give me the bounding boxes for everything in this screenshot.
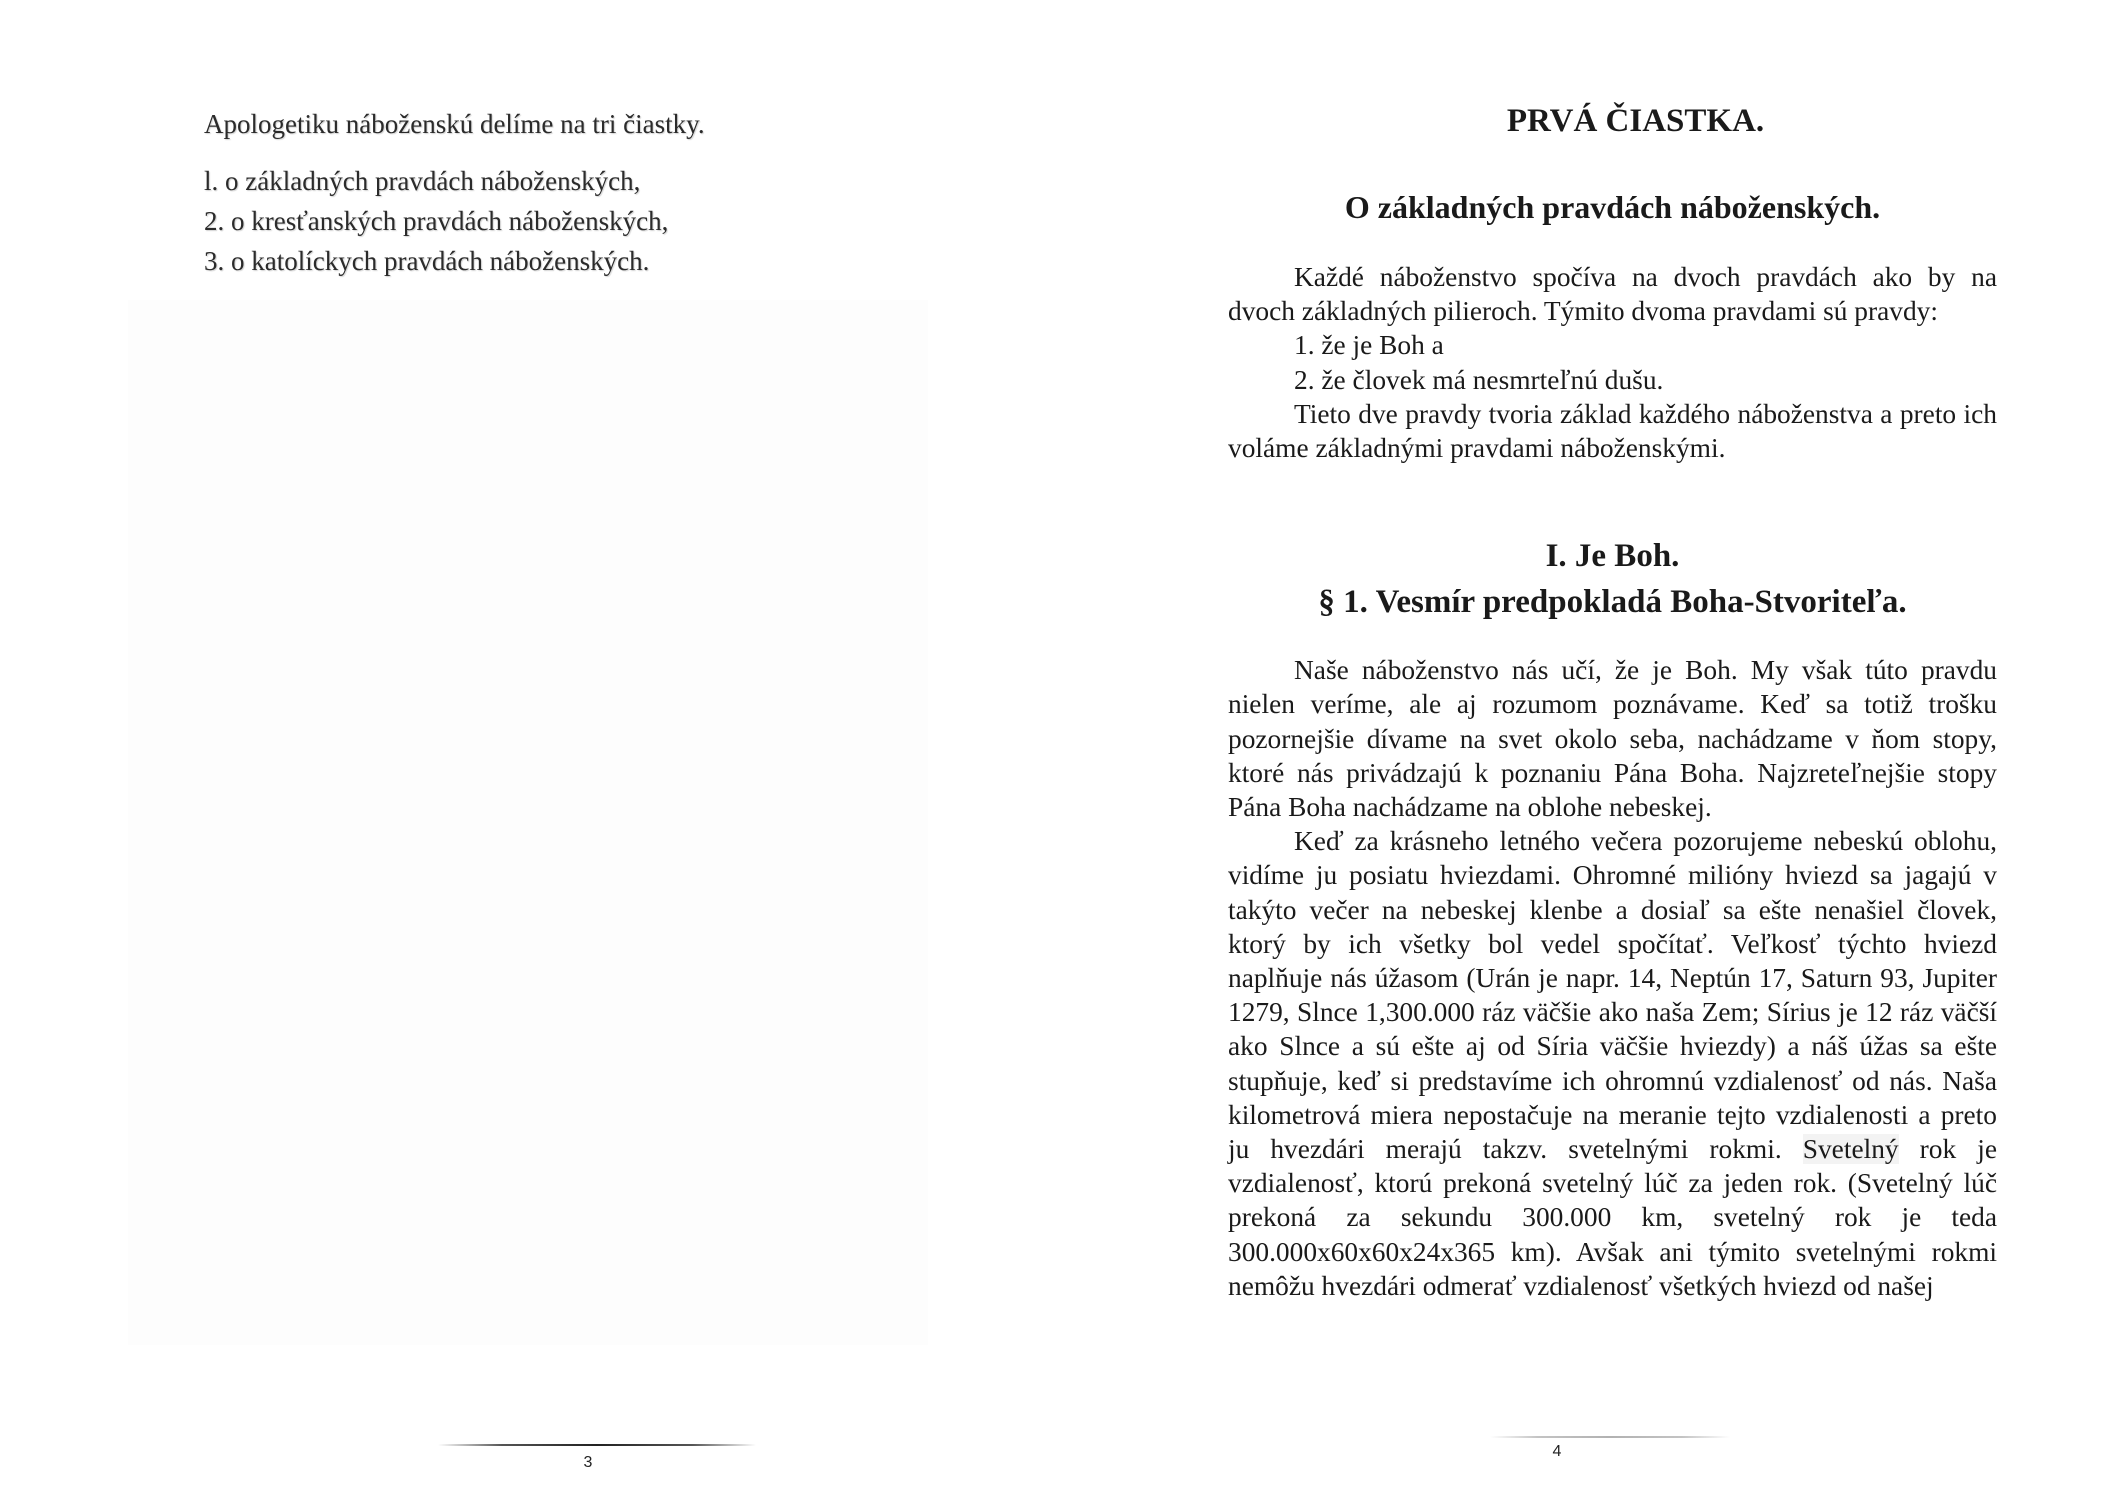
- left-page-content: [204, 104, 924, 281]
- paragraph-text: Keď za krásneho letného večera pozorujeme nebeskú oblohu, vidíme ju posiatu hviezdami. Ohromné milióny hviezd sa jagajú v takýto večer na nebeskej klenbe a dosiaľ sa ešte nenašiel človek, ktorý by ich všetky bol vedel spočítať. Veľkosť týchto hviezd naplňuje nás úžasom (Urán je napr. 14, Neptún 17, Saturn 93, Jupiter 1279, Slnce 1,300.000 ráz väčšie ako naša Zem; Sírius je 12 ráz väčší ako Slnce a sú ešte aj od Síria väčšie hviezdy) a náš úžas sa ešte stupňuje, keď si predstavíme ich ohromnú vzdialenosť od nás. Naša kilometrová miera nepostačuje na meranie tejto vzdialenosti a preto ju hvezdári merajú takzv. svetelnými rokmi.: [1228, 826, 1997, 1165]
- paragraph-text: rok je vzdialenosť, ktorú prekoná svetelný lúč za jeden rok. (Svetelný lúč prekoná za sekundu 300.000 km, svetelný rok je teda 300.000x60x60x24x365 km). Avšak ani týmito svetelnými rokmi nemôžu hvezdári odmerať vzdialenosť všetkých hviezd od našej: [1228, 1134, 1997, 1301]
- section-heading: [1228, 533, 1997, 625]
- right-page: [1061, 0, 2122, 1500]
- part-subtitle: O základných pravdách náboženských.: [1344, 189, 1881, 225]
- list-item: l. o základných pravdách náboženských,: [204, 166, 641, 196]
- list-item: 3. o katolíckych pravdách náboženských.: [204, 246, 650, 276]
- part-title: PRVÁ ČIASTKA.: [1506, 103, 1765, 139]
- list-item: 2. o kresťanských pravdách náboženských,: [204, 206, 669, 236]
- body-paragraph: [1228, 824, 1997, 1303]
- parts-list: [204, 161, 924, 281]
- scan-background: [128, 300, 928, 1345]
- footer-rule: [438, 1444, 756, 1446]
- page-number: 3: [583, 1454, 593, 1471]
- closing-paragraph: Tieto dve pravdy tvoria základ každého náboženstva a preto ich voláme základnými pravdami náboženskými.: [1228, 398, 1997, 464]
- right-page-content: [1228, 96, 1997, 1303]
- section-body: [1228, 653, 1997, 1303]
- footer-rule: [1490, 1436, 1730, 1438]
- intro-paragraph: Každé náboženstvo spočíva na dvoch pravdách ako by na dvoch základných pilieroch. Týmito dvoma pravdami sú pravdy:: [1228, 262, 1997, 327]
- section-title: I. Je Boh.: [1545, 538, 1680, 575]
- intro-section: [1228, 260, 1997, 465]
- left-intro-text: Apologetiku náboženskú delíme na tri čiastky.: [204, 109, 705, 139]
- page-number: 4: [1552, 1443, 1562, 1460]
- truth-item: 1. že je Boh a: [1294, 330, 1444, 361]
- body-paragraph: Naše náboženstvo nás učí, že je Boh. My však túto pravdu nielen veríme, ale aj rozumom poznávame. Keď sa totiž trošku pozornejšie dívame na svet okolo seba, nachádzame v ňom stopy, ktoré nás privádzajú k poznaniu Pána Boha. Najzreteľnejšie stopy Pána Boha nachádzame na oblohe nebeskej.: [1228, 655, 1997, 823]
- section-subtitle: § 1. Vesmír predpokladá Boha-Stvoriteľa.: [1318, 584, 1907, 621]
- truth-item: 2. že človek má nesmrteľnú dušu.: [1294, 364, 1664, 395]
- highlighted-word: Svetelný: [1802, 1134, 1899, 1165]
